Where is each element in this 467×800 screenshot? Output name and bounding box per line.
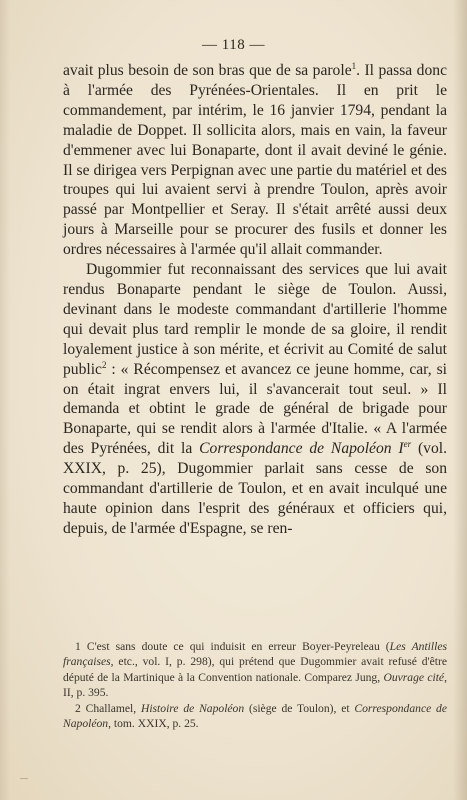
footnote (63, 701, 447, 732)
italic-text: Ouvrage cité (383, 670, 445, 684)
page-edge-shadow-left (0, 0, 10, 800)
superscript: 1 (351, 60, 357, 71)
paragraph (63, 61, 447, 260)
text-run: (siège de Toulon), et (244, 701, 355, 715)
text-run: : « Récompensez et avancez ce jeune homme, car, si on était ingrat envers lui, il s'avancerait tout seul. » Il demanda et obtint le grade de général de brigade pour Bonaparte, qui se rendit alors à l'armée d'Italie. « A l'armée des Pyrénées, dit la (63, 360, 447, 458)
superscript: 2 (101, 359, 107, 370)
text-run: (vol. XXIX, p. 25), Dugommier parlait sans cesse de son commandant d'artillerie de Toulon, et en avait inculqué une haute opinion dans l'esprit des généraux et officiers qui, depuis, de l'armée d'Espagne, se ren- (63, 440, 447, 537)
text-run: 2 Challamel, (75, 701, 141, 715)
text-run: avait plus besoin de son bras que de sa parole (63, 62, 352, 79)
text-run: Dugommier fut reconnaissant des services que lui avait rendus Bonaparte pendant le siège de Toulon. Aussi, devinant dans le modeste commandant d'artillerie l'homme qui devait plus tard remplir le monde de sa gloire, il rendit loyalement justice à son mérite, et écrivit au Comité de salut public (63, 261, 447, 378)
text-run: 1 C'est sans doute ce qui induisit en erreur Boyer-Peyreleau ( (75, 640, 390, 653)
superscript: er (403, 439, 412, 450)
page-number: — 118 — (202, 37, 265, 53)
italic-text: Correspondance de Napoléon I (199, 440, 404, 458)
text-run: . Il passa donc à l'armée des Pyrénées-Orientales. Il en prit le commandement, par intérim, le 16 janvier 1794, pendant la maladie de Doppet. Il sollicita alors, mais en vain, la faveur d'emmener avec lui Bonaparte, dont il avait deviné le génie. Il se dirigea vers Perpignan avec une partie du matériel et des troupes qui lui avaient servi à prendre Toulon, après avoir passé par Montpellier et Seray. Il s'était arrêté aussi deux jours à Marseille pour se procurer des fusils et donner les ordres nécessaires à l'armée qu'il allait commander. (63, 62, 447, 259)
footnotes (63, 639, 447, 731)
italic-text: Histoire de Napoléon (140, 701, 245, 715)
paragraph (63, 260, 447, 539)
page-edge-shadow-right (453, 0, 467, 800)
footnote (63, 639, 447, 701)
main-text (63, 61, 447, 539)
text-run: , II, p. 395. (63, 670, 447, 700)
italic-text: Correspondance de Napoléon (63, 701, 447, 731)
text-run: , etc., vol. I, p. 298), qui prétend que Dugommier avait refusé d'être député de la Martinique à la Convention nationale. Comparez Jung, (63, 655, 447, 684)
italic-text: Les Antilles françaises (63, 640, 447, 669)
scan-mark (20, 778, 28, 779)
text-run: , tom. XXIX, p. 25. (108, 717, 199, 731)
